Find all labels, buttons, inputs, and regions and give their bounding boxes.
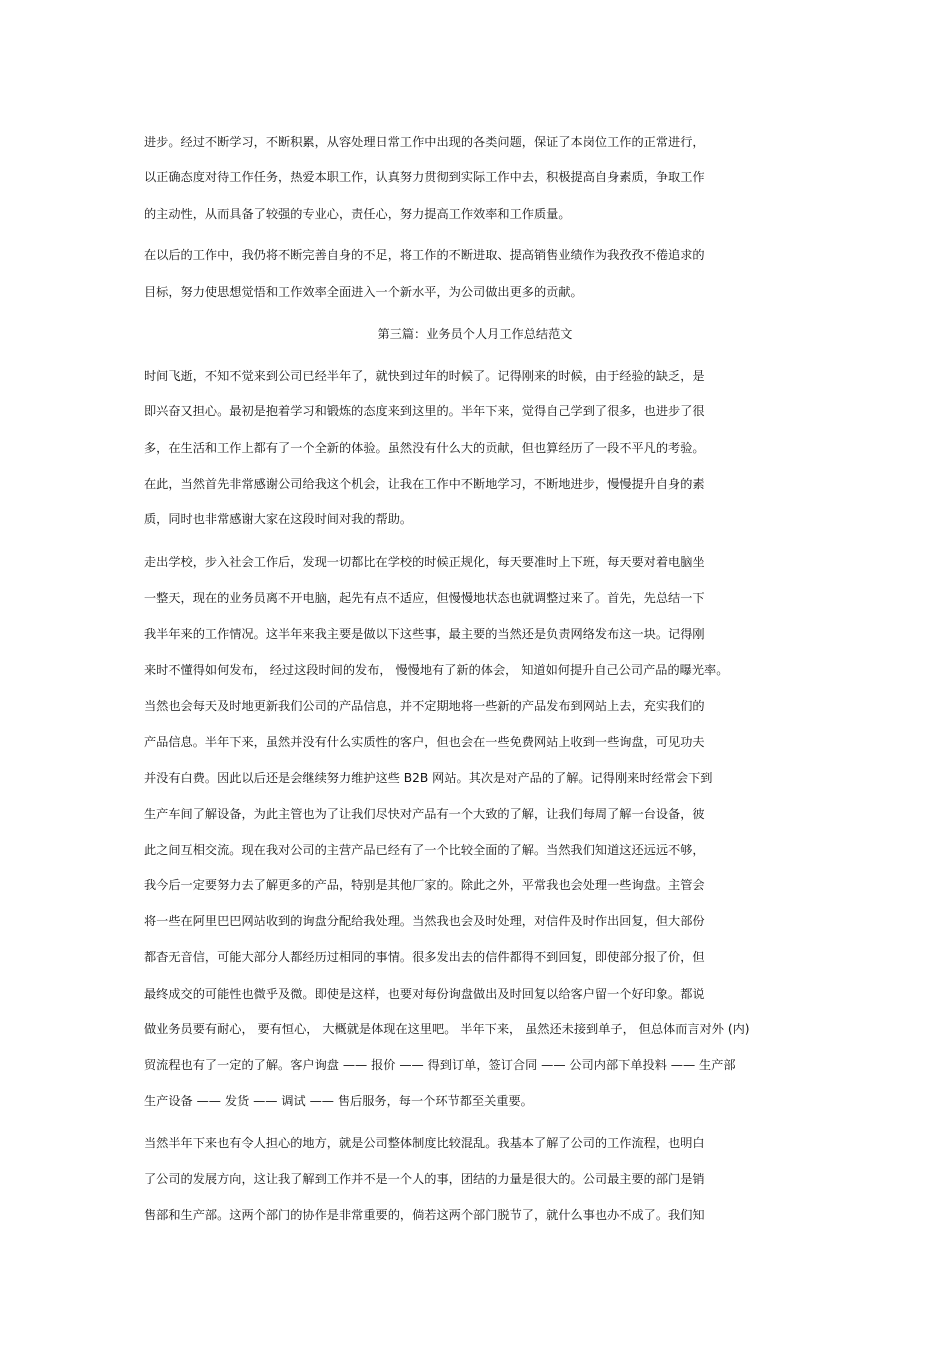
paragraph-line: 目标，努力使思想觉悟和工作效率全面进入一个新水平，为公司做出更多的贡献。 <box>144 285 583 299</box>
paragraph-line: 质，同时也非常感谢大家在这段时间对我的帮助。 <box>144 512 413 526</box>
paragraph-line: 一整天，现在的业务员离不开电脑，起先有点不适应，但慢慢地状态也就调整过来了。首先，先总结一下 <box>144 591 705 605</box>
paragraph-line: 并没有白费。因此以后还是会继续努力维护这些 B2B 网站。其次是对产品的了解。记得刚来时经常会下到 <box>144 771 713 785</box>
paragraph-line: 最终成交的可能性也微乎及微。即使是这样，也要对每份询盘做出及时回复以给客户留一个好印象。都说 <box>144 987 705 1001</box>
paragraph-line: 当然半年下来也有令人担心的地方，就是公司整体制度比较混乱。我基本了解了公司的工作流程，也明白 <box>144 1136 705 1150</box>
paragraph-line: 我今后一定要努力去了解更多的产品，特别是其他厂家的。除此之外，平常我也会处理一些询盘。主管会 <box>144 878 705 892</box>
paragraph-line: 进步。经过不断学习，不断积累，从容处理日常工作中出现的各类问题，保证了本岗位工作的正常进行， <box>144 135 705 149</box>
section-title: 第三篇：业务员个人月工作总结范文 <box>377 327 573 341</box>
paragraph-line: 此之间互相交流。现在我对公司的主营产品已经有了一个比较全面的了解。当然我们知道这还远远不够， <box>144 843 705 857</box>
paragraph-line: 贸流程也有了一定的了解。客户询盘 —— 报价 —— 得到订单，签订合同 —— 公司内部下单投料 —— 生产部 <box>144 1058 736 1072</box>
paragraph-line: 走出学校，步入社会工作后，发现一切都比在学校的时候正规化，每天要准时上下班，每天要对着电脑坐 <box>144 555 705 569</box>
paragraph-line: 都杳无音信，可能大部分人都经历过相同的事情。很多发出去的信件都得不到回复，即使部分报了价，但 <box>144 950 705 964</box>
paragraph-line: 做业务员要有耐心， 要有恒心， 大概就是体现在这里吧。 半年下来， 虽然还未接到单子， 但总体而言对外 (内) <box>144 1022 750 1036</box>
paragraph-line: 在此，当然首先非常感谢公司给我这个机会，让我在工作中不断地学习，不断地进步，慢慢提升自身的素 <box>144 477 705 491</box>
paragraph-line: 生产车间了解设备，为此主管也为了让我们尽快对产品有一个大致的了解，让我们每周了解一台设备，彼 <box>144 807 705 821</box>
paragraph-line: 来时不懂得如何发布， 经过这段时间的发布， 慢慢地有了新的体会， 知道如何提升自己公司产品的曝光率。 <box>144 663 729 677</box>
paragraph-line: 售部和生产部。这两个部门的协作是非常重要的，倘若这两个部门脱节了，就什么事也办不成了。我们知 <box>144 1208 705 1222</box>
paragraph-line: 将一些在阿里巴巴网站收到的询盘分配给我处理。当然我也会及时处理，对信件及时作出回复，但大部份 <box>144 914 705 928</box>
paragraph-line: 即兴奋又担心。最初是抱着学习和锻炼的态度来到这里的。半年下来，觉得自己学到了很多，也进步了很 <box>144 404 705 418</box>
paragraph-line: 当然也会每天及时地更新我们公司的产品信息，并不定期地将一些新的产品发布到网站上去，充实我们的 <box>144 699 705 713</box>
paragraph-line: 生产设备 —— 发货 —— 调试 —— 售后服务，每一个环节都至关重要。 <box>144 1094 533 1108</box>
paragraph-line: 在以后的工作中，我仍将不断完善自身的不足，将工作的不断进取、提高销售业绩作为我孜孜不倦追求的 <box>144 248 705 262</box>
paragraph-line: 我半年来的工作情况。这半年来我主要是做以下这些事，最主要的当然还是负责网络发布这一块。记得刚 <box>144 627 705 641</box>
paragraph-line: 了公司的发展方向，这让我了解到工作并不是一个人的事，团结的力量是很大的。公司最主要的部门是销 <box>144 1172 705 1186</box>
paragraph-line: 时间飞逝，不知不觉来到公司已经半年了，就快到过年的时候了。记得刚来的时候，由于经验的缺乏，是 <box>144 369 705 383</box>
paragraph-line: 产品信息。半年下来，虽然并没有什么实质性的客户，但也会在一些免费网站上收到一些询盘，可见功夫 <box>144 735 705 749</box>
paragraph-line: 多，在生活和工作上都有了一个全新的体验。虽然没有什么大的贡献，但也算经历了一段不平凡的考验。 <box>144 441 705 455</box>
paragraph-line: 的主动性，从而具备了较强的专业心，责任心，努力提高工作效率和工作质量。 <box>144 207 571 221</box>
paragraph-line: 以正确态度对待工作任务，热爱本职工作，认真努力贯彻到实际工作中去，积极提高自身素质，争取工作 <box>144 170 705 184</box>
